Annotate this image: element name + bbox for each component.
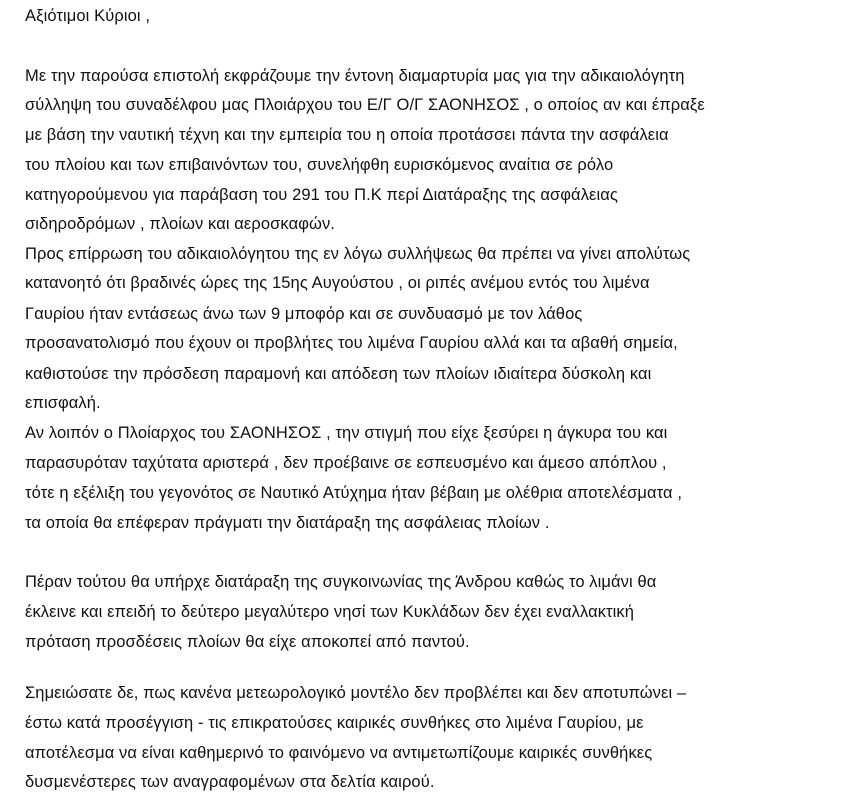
paragraph-2-line-5: καθιστούσε την πρόσδεση παραμονή και απόδεση των πλοίων ιδιαίτερα δύσκολη και	[25, 365, 652, 383]
paragraph-4-line-1: Πέραν τούτου θα υπήρχε διατάραξη της συγκοινωνίας της Άνδρου καθώς το λιμάνι θα	[25, 573, 657, 591]
paragraph-2-line-2: κατανοητό ότι βραδινές ώρες της 15ης Αυγούστου , οι ριπές ανέμου εντός του λιμένα	[25, 274, 650, 292]
paragraph-2-line-6: επισφαλή.	[25, 394, 101, 412]
paragraph-1-line-2: σύλληψη του συναδέλφου μας Πλοιάρχου του Ε/Γ Ο/Γ ΣΑΟΝΗΣΟΣ , ο οποίος αν και έπραξε	[25, 96, 705, 114]
paragraph-4-line-3: πρόταση προσδέσεις πλοίων θα είχε αποκοπεί από παντού.	[25, 633, 470, 651]
paragraph-2-line-4: προσανατολισμό που έχουν οι προβλήτες του λιμένα Γαυρίου αλλά και τα αβαθή σημεία,	[25, 334, 678, 352]
paragraph-1-line-5: κατηγορούμενου για παράβαση του 291 του Π.Κ περί Διατάραξης της ασφάλειας	[25, 186, 618, 204]
salutation: Αξιότιμοι Κύριοι ,	[25, 7, 151, 25]
paragraph-1-line-1: Με την παρούσα επιστολή εκφράζουμε την έντονη διαμαρτυρία μας για την αδικαιολόγητη	[25, 67, 685, 85]
paragraph-1-line-4: του πλοίου και των επιβαινόντων του, συνελήφθη ευρισκόμενος αναίτια σε ρόλο	[25, 156, 614, 174]
paragraph-1-line-3: με βάση την ναυτική τέχνη και την εμπειρία του η οποία προτάσσει πάντα την ασφάλεια	[25, 126, 669, 144]
paragraph-3-line-2: παρασυρόταν ταχύτατα αριστερά , δεν προέβαινε σε εσπευσμένο και άμεσο απόπλου ,	[25, 454, 667, 472]
paragraph-1-line-6: σιδηροδρόμων , πλοίων και αεροσκαφών.	[25, 215, 336, 233]
paragraph-4-line-2: έκλεινε και επειδή το δεύτερο μεγαλύτερο νησί των Κυκλάδων δεν έχει εναλλακτική	[25, 603, 635, 621]
paragraph-5-line-2: έστω κατά προσέγγιση - τις επικρατούσες καιρικές συνθήκες στο λιμένα Γαυρίου, με	[25, 714, 644, 732]
paragraph-2-line-1: Προς επίρρωση του αδικαιολόγητου της εν λόγω συλλήψεως θα πρέπει να γίνει απολύτως	[25, 245, 691, 263]
paragraph-5-line-4: δυσμενέστερες των αναγραφομένων στα δελτία καιρού.	[25, 773, 435, 791]
paragraph-5-line-1: Σημειώσατε δε, πως κανένα μετεωρολογικό μοντέλο δεν προβλέπει και δεν αποτυπώνει –	[25, 684, 687, 702]
paragraph-3-line-1: Αν λοιπόν ο Πλοίαρχος του ΣΑΟΝΗΣΟΣ , την στιγμή που είχε ξεσύρει η άγκυρα του και	[25, 424, 668, 442]
paragraph-2-line-3: Γαυρίου ήταν εντάσεως άνω των 9 μποφόρ και σε συνδυασμό με τον λάθος	[25, 305, 583, 323]
paragraph-3-line-4: τα οποία θα επέφεραν πράγματι την διατάραξη της ασφάλειας πλοίων .	[25, 514, 550, 532]
paragraph-3-line-3: τότε η εξέλιξη του γεγονότος σε Ναυτικό Ατύχημα ήταν βέβαιη με ολέθρια αποτελέσματα ,	[25, 484, 683, 502]
paragraph-5-line-3: αποτέλεσμα να είναι καθημερινό το φαινόμενο να αντιμετωπίζουμε καιρικές συνθήκες	[25, 744, 653, 762]
